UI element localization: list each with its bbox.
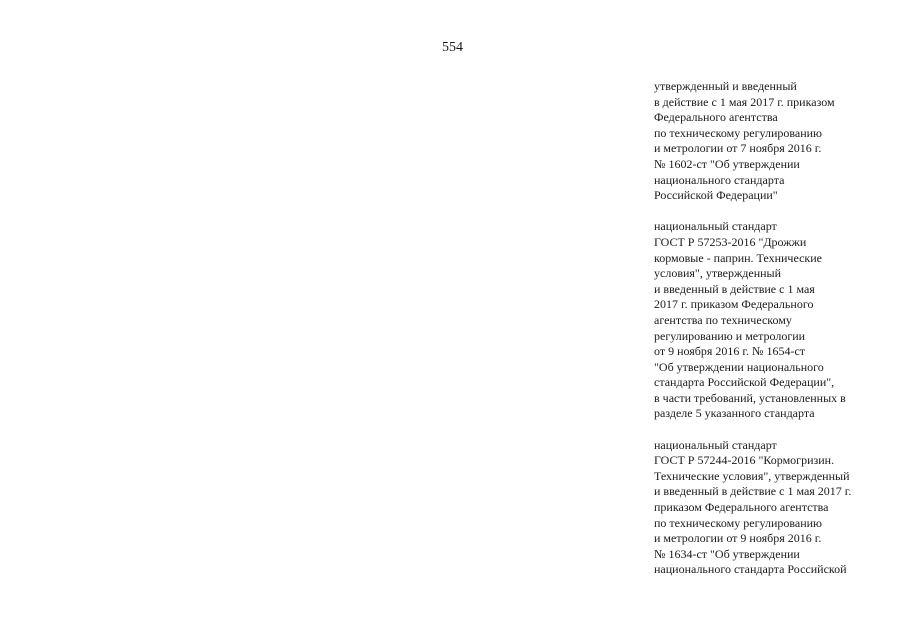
text-line: в действие с 1 мая 2017 г. приказом [654, 94, 835, 109]
text-line: по техническому регулированию [654, 515, 823, 530]
paragraph-approval-order-1602 [654, 79, 902, 204]
text-line: национального стандарта Российской [654, 562, 847, 577]
text-line: национальный стандарт [654, 219, 777, 234]
text-line: стандарта Российской Федерации", [654, 375, 835, 390]
text-line: и метрологии от 9 ноября 2016 г. [654, 531, 822, 546]
paragraph-gost-57253 [654, 219, 902, 422]
paragraph-gost-57244 [654, 438, 902, 578]
text-line: утвержденный и введенный [654, 79, 797, 93]
text-line: национального стандарта [654, 172, 785, 187]
text-line: условия", утвержденный [654, 266, 782, 281]
text-line: ГОСТ Р 57253-2016 "Дрожжи [654, 234, 807, 249]
text-line: и введенный в действие с 1 мая [654, 281, 815, 296]
text-line: по техническому регулированию [654, 125, 823, 140]
text-line: Технические условия", утвержденный [654, 468, 850, 483]
text-line: ГОСТ Р 57244-2016 "Кормогризин. [654, 453, 835, 468]
text-line: Федерального агентства [654, 110, 778, 125]
text-line: разделе 5 указанного стандарта [654, 406, 815, 421]
text-line: в части требований, установленных в [654, 390, 846, 405]
text-line: № 1602-ст "Об утверждении [654, 156, 800, 171]
text-line: "Об утверждении национального [654, 359, 824, 374]
text-line: агентства по техническому [654, 312, 792, 327]
text-line: от 9 ноября 2016 г. № 1654-ст [654, 344, 806, 359]
text-line: № 1634-ст "Об утверждении [654, 546, 800, 561]
text-line: 2017 г. приказом Федерального [654, 297, 814, 312]
text-line: Российской Федерации" [654, 188, 778, 203]
text-line: и метрологии от 7 ноября 2016 г. [654, 141, 822, 156]
page-number: 554 [442, 40, 463, 55]
document-text-column [654, 79, 902, 594]
text-line: кормовые - паприн. Технические [654, 250, 822, 265]
text-line: национальный стандарт [654, 437, 777, 452]
text-line: и введенный в действие с 1 мая 2017 г. [654, 484, 852, 499]
text-line: приказом Федерального агентства [654, 500, 829, 515]
text-line: регулированию и метрологии [654, 328, 806, 343]
